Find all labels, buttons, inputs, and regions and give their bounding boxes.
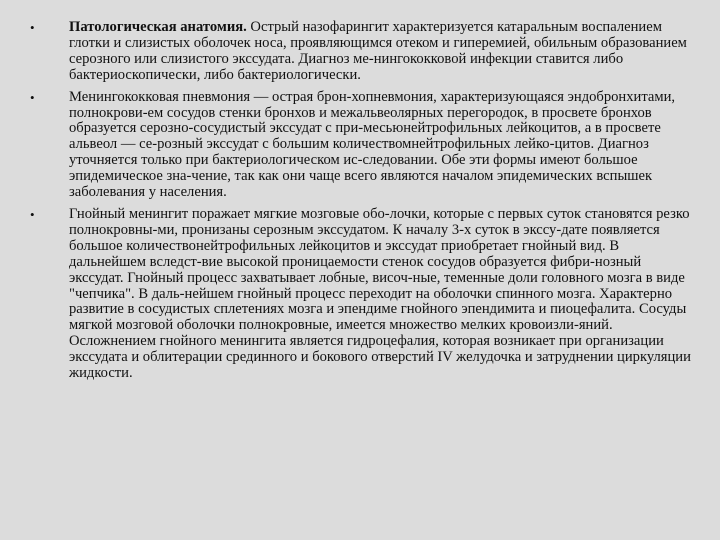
bullet-item-purulent-meningitis [30, 207, 698, 382]
bullet-dot-icon: • [30, 20, 35, 35]
paragraph-text: Острый назофарингит характеризуется катаральным воспалением глотки и слизистых оболочек носа, проявляющимся отеком и гиперемией, обильным образованием серозного или слизистого экссудата. Диагноз ме-нингококковой инфекции ставится либо бактериоскопически, либо бактериологически. [69, 19, 687, 83]
bullet-dot-icon: • [30, 206, 35, 222]
bullet-dot-icon: • [30, 89, 35, 105]
bold-heading: Патологическая анатомия. [69, 19, 247, 35]
bullet-list [30, 20, 698, 388]
paragraph-text: Гнойный менингит поражает мягкие мозговые обо-лочки, которые с первых суток становятся резко полнокровны-ми, пронизаны серозным экссудатом. К началу 3-х суток в экссу-дате появляется большое количествонейтрофильных лейкоцитов и экссудат приобретает гнойный вид. В дальнейшем вследст-вие высокой проницаемости стенок сосудов образуется фибри-нозный экссудат. Гнойный процесс захватывает лобные, височ-ные, теменные доли головного мозга в виде "чепчика". В даль-нейшем гнойный процесс переходит на оболочки спинного мозга. Характерно развитие в сосудистых сплетениях мозга и эпендиме гнойного эпендимита и пиоцефалита. Сосуды мягкой мозговой оболочки полнокровные, имеется множество мелких кровоизли-яний. Осложнением гнойного менингита является гидроцефалия, которая возникает при организации экссудата и облитерации срединного и бокового отверстий IV желудочка и затруднении циркуляции жидкости. [69, 205, 691, 382]
bullet-item-meningococcal-pneumonia [30, 90, 698, 201]
paragraph-text: Менингококковая пневмония — острая брон-хопневмония, характеризующаяся эндобронхитами, полнокрови-ем сосудов стенки бронхов и межальвеолярных перегородок, в просвете бронхов образуется серозно-сосудистый экссудат с при-месьюнейтрофильных лейкоцитов, а в просвете альвеол — се-розный экссудат с большим количествомнейтрофильных лейко-цитов. Диагноз уточняется только при бактериологическом ис-следовании. Обе эти формы имеют большое эпидемическое зна-чение, так как они чаще всего являются началом эпидемических вспышек заболевания у населения. [69, 88, 676, 201]
bullet-item-pathological-anatomy [30, 20, 698, 84]
